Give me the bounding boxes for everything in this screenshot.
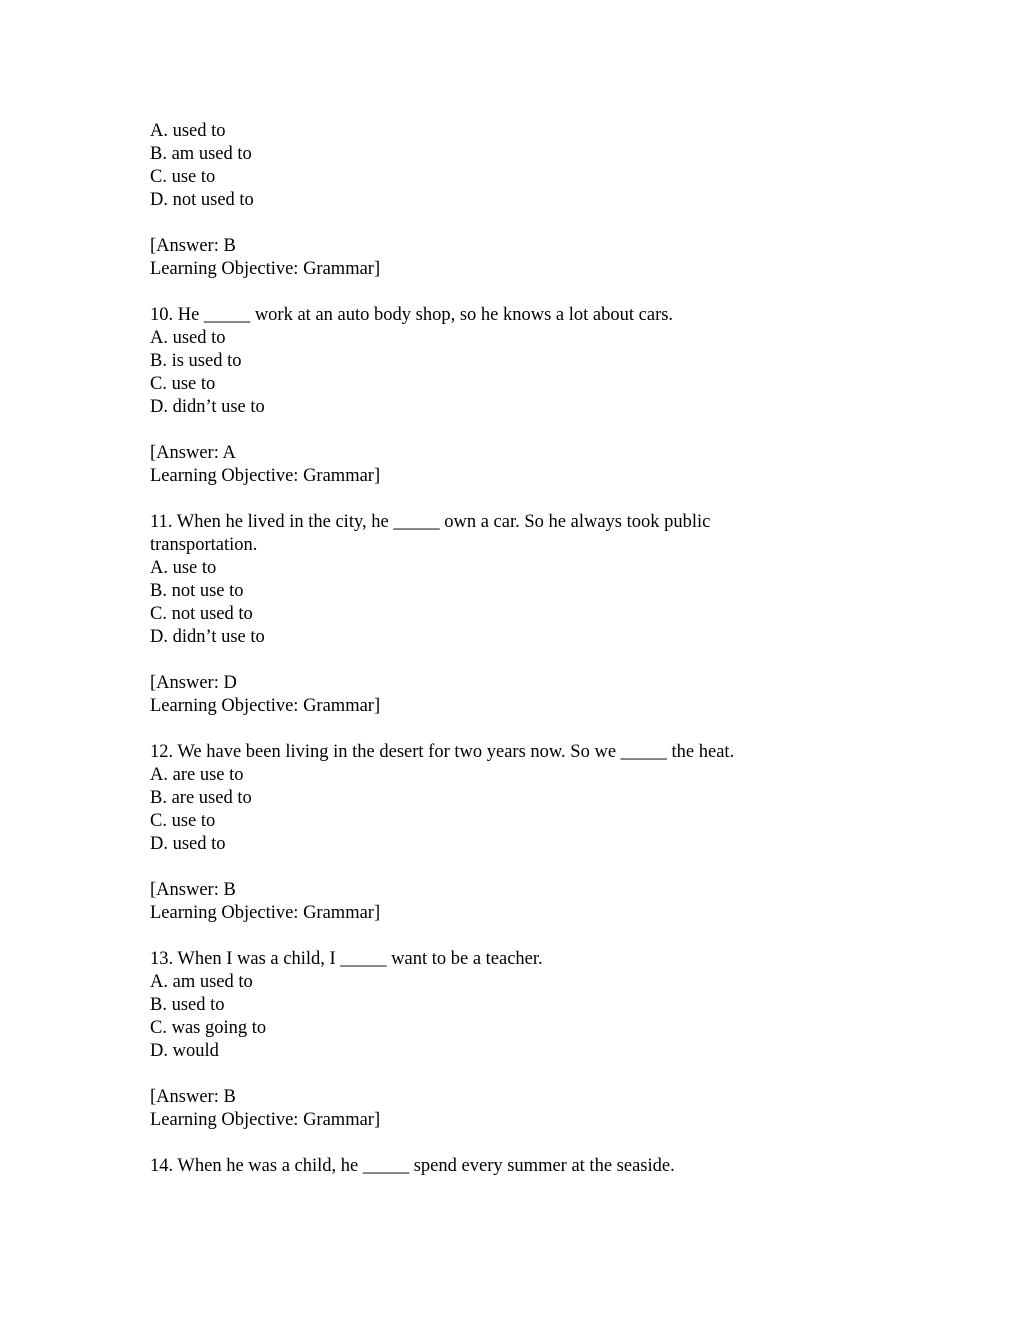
- objective-line: Learning Objective: Grammar]: [150, 1110, 381, 1130]
- document-page: [150, 120, 870, 1178]
- question-block-11: [150, 511, 870, 741]
- option-b: B. is used to: [150, 351, 242, 371]
- option-c: C. use to: [150, 811, 216, 831]
- spacer: [150, 488, 870, 511]
- option-d: D. didn’t use to: [150, 627, 265, 647]
- spacer: [150, 856, 870, 879]
- option-c: C. use to: [150, 167, 216, 187]
- spacer: [150, 419, 870, 442]
- option-d: D. didn’t use to: [150, 397, 265, 417]
- option-d: D. used to: [150, 834, 226, 854]
- spacer: [150, 212, 870, 235]
- option-a: A. used to: [150, 328, 226, 348]
- answer-line: [Answer: D: [150, 673, 237, 693]
- question-stem: 14. When he was a child, he _____ spend every summer at the seaside.: [150, 1156, 675, 1176]
- option-b: B. are used to: [150, 788, 252, 808]
- objective-line: Learning Objective: Grammar]: [150, 466, 381, 486]
- option-a: A. used to: [150, 121, 226, 141]
- option-b: B. not use to: [150, 581, 244, 601]
- question-block-12: [150, 741, 870, 948]
- answer-line: [Answer: B: [150, 880, 236, 900]
- objective-line: Learning Objective: Grammar]: [150, 903, 381, 923]
- option-b: B. am used to: [150, 144, 252, 164]
- spacer: [150, 1063, 870, 1086]
- option-c: C. was going to: [150, 1018, 267, 1038]
- option-a: A. use to: [150, 558, 217, 578]
- spacer: [150, 1132, 870, 1155]
- question-block-13: [150, 948, 870, 1155]
- objective-line: Learning Objective: Grammar]: [150, 696, 381, 716]
- answer-line: [Answer: B: [150, 1087, 236, 1107]
- option-c: C. not used to: [150, 604, 253, 624]
- objective-line: Learning Objective: Grammar]: [150, 259, 381, 279]
- question-block-9: [150, 120, 870, 304]
- option-d: D. would: [150, 1041, 219, 1061]
- spacer: [150, 281, 870, 304]
- question-stem: 13. When I was a child, I _____ want to be a teacher.: [150, 949, 543, 969]
- answer-line: [Answer: B: [150, 236, 236, 256]
- spacer: [150, 649, 870, 672]
- question-block-10: [150, 304, 870, 511]
- question-stem: 12. We have been living in the desert for two years now. So we _____ the heat.: [150, 742, 735, 762]
- answer-line: [Answer: A: [150, 443, 236, 463]
- option-c: C. use to: [150, 374, 216, 394]
- spacer: [150, 925, 870, 948]
- question-stem-line-2: transportation.: [150, 535, 258, 555]
- option-a: A. am used to: [150, 972, 253, 992]
- question-block-14: [150, 1155, 870, 1178]
- option-d: D. not used to: [150, 190, 254, 210]
- spacer: [150, 718, 870, 741]
- option-b: B. used to: [150, 995, 225, 1015]
- question-stem: 10. He _____ work at an auto body shop, so he knows a lot about cars.: [150, 305, 674, 325]
- question-stem-line-1: 11. When he lived in the city, he _____ own a car. So he always took public: [150, 512, 711, 532]
- option-a: A. are use to: [150, 765, 244, 785]
